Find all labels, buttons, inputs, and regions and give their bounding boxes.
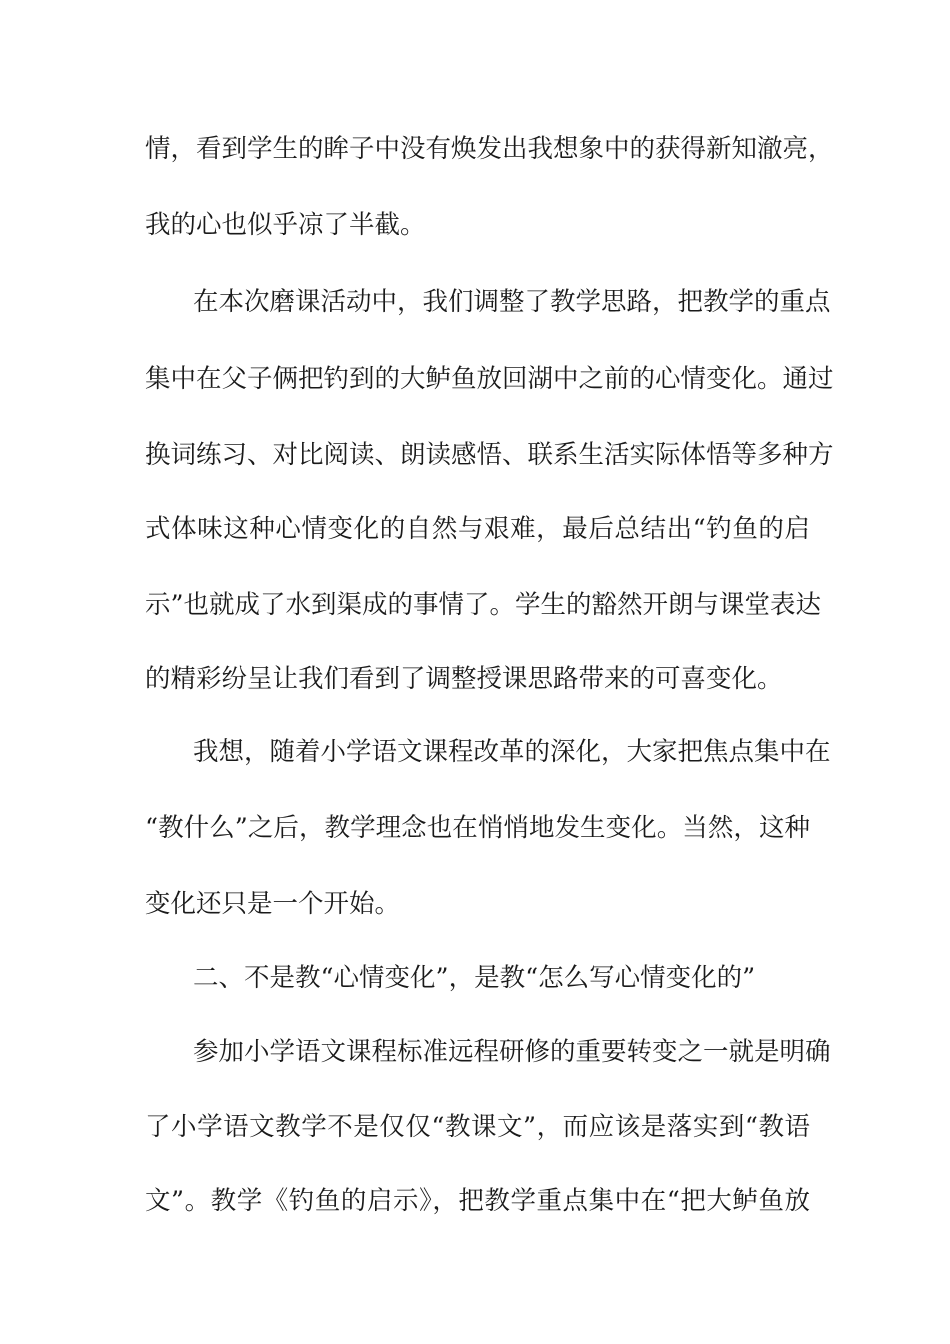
section-heading: 二、不是教“心情变化”，是教“怎么写心情变化的”: [193, 963, 756, 993]
text-line: 我想，随着小学语文课程改革的深化，大家把焦点集中在: [193, 737, 831, 767]
text-line: 了小学语文教学不是仅仅“教课文”，而应该是落实到“教语: [145, 1112, 810, 1142]
text-line: 的精彩纷呈让我们看到了调整授课思路带来的可喜变化。: [145, 664, 783, 694]
text-line: 换词练习、对比阅读、朗读感悟、联系生活实际体悟等多种方: [145, 440, 834, 470]
text-line: “教什么”之后，教学理念也在悄悄地发生变化。当然，这种: [145, 813, 810, 843]
text-line: 情，看到学生的眸子中没有焕发出我想象中的获得新知澈亮，: [145, 134, 834, 164]
text-line: 文”。教学《钓鱼的启示》，把教学重点集中在“把大鲈鱼放: [145, 1186, 810, 1216]
text-line: 我的心也似乎凉了半截。: [145, 210, 426, 240]
text-line: 示”也就成了水到渠成的事情了。学生的豁然开朗与课堂表达: [145, 590, 822, 620]
text-line: 参加小学语文课程标准远程研修的重要转变之一就是明确: [193, 1037, 831, 1067]
text-line: 在本次磨课活动中，我们调整了教学思路，把教学的重点: [193, 287, 831, 317]
text-line: 式体味这种心情变化的自然与艰难，最后总结出“钓鱼的启: [145, 514, 810, 544]
text-line: 集中在父子俩把钓到的大鲈鱼放回湖中之前的心情变化。通过: [145, 364, 834, 394]
text-line: 变化还只是一个开始。: [145, 889, 401, 919]
